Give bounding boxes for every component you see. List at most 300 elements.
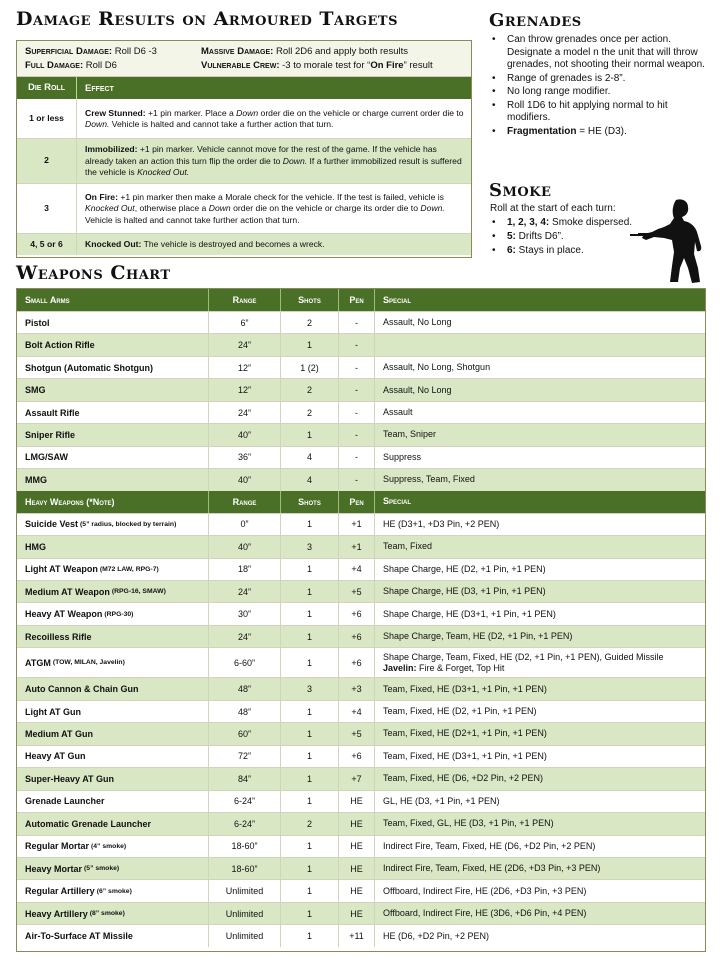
weapon-pen: -	[339, 379, 375, 400]
weapon-special-extra-text: Fire & Forget, Top Hit	[416, 662, 505, 673]
weapon-name: Sniper Rifle	[25, 429, 76, 440]
effect-part: Knocked Out.	[137, 167, 190, 178]
weapon-name: Suicide Vest	[25, 519, 79, 530]
weapon-row	[17, 879, 705, 901]
weapon-shots: 1	[281, 746, 339, 767]
weapon-name-cell	[17, 858, 209, 879]
effect-part: +1 pin marker. Vehicle cannot move for the rest of the game. If the vehicle has already taken an action this turn flip the order die to	[85, 144, 437, 166]
weapon-shots: 1	[281, 603, 339, 624]
weapon-name: LMG/SAW	[25, 452, 68, 463]
smoke-result: Smoke dispersed.	[549, 217, 633, 228]
weapon-name: Light AT Gun	[25, 706, 81, 717]
weapon-row	[17, 446, 705, 468]
weapon-name: HMG	[25, 541, 46, 552]
weapon-special-wrap	[383, 818, 554, 829]
weapon-special: HE (D6, +D2 Pin, +2 PEN)	[383, 930, 490, 941]
weapon-name: Heavy Artillery	[25, 908, 88, 919]
weapon-note: (6” smoke)	[96, 887, 132, 895]
weapon-row	[17, 902, 705, 924]
weapon-pen: -	[339, 424, 375, 445]
weapon-special: Shape Charge, HE (D2, +1 Pin, +1 PEN)	[383, 563, 546, 574]
weapon-pen: -	[339, 357, 375, 378]
effect-text	[85, 192, 465, 227]
weapon-name: ATGM	[25, 657, 51, 668]
effect-part: The vehicle is destroyed and becomes a wreck.	[141, 239, 325, 250]
weapon-special: Suppress, Team, Fixed	[383, 474, 475, 485]
weapon-name-cell	[17, 424, 209, 445]
grenade-rule-text: = HE (D3).	[576, 125, 627, 137]
heavy-weapons-name-header: Heavy Weapons (*Note)	[17, 491, 209, 513]
weapon-range: Unlimited	[209, 880, 281, 901]
vulnerable-crew: Vulnerable Crew: -3 to morale test for “On Fire” result	[201, 60, 433, 71]
weapon-name-cell	[17, 723, 209, 744]
weapon-row	[17, 835, 705, 857]
shots-header: Shots	[281, 491, 339, 513]
grenade-rule-text: Range of grenades is 2-8”.	[507, 72, 626, 84]
grenade-rule	[490, 100, 712, 125]
weapon-special-cell	[375, 581, 705, 602]
massive-damage: Massive Damage: Roll 2D6 and apply both results	[201, 46, 408, 57]
die-roll-cell: 1 or less	[17, 99, 77, 138]
weapon-row	[17, 790, 705, 812]
weapon-name-cell	[17, 880, 209, 901]
damage-row	[17, 99, 471, 139]
grenade-rule	[490, 34, 712, 72]
weapon-name-cell	[17, 379, 209, 400]
die-roll-cell: 3	[17, 184, 77, 233]
weapon-name: SMG	[25, 385, 46, 396]
effect-text	[85, 144, 465, 179]
grenade-rule	[490, 86, 712, 99]
weapon-note: (RPG-16, SMAW)	[111, 588, 166, 596]
smoke-roll: 5:	[507, 231, 516, 242]
weapon-pen: -	[339, 447, 375, 468]
weapon-name: Assault Rifle	[25, 407, 80, 418]
weapon-pen: HE	[339, 813, 375, 834]
weapon-special-cell	[375, 925, 705, 946]
smoke-result: Drifts D6”.	[515, 231, 564, 242]
weapon-special-wrap	[383, 841, 595, 852]
weapon-range: 40”	[209, 536, 281, 557]
weapon-name: Recoilless Rifle	[25, 631, 92, 642]
weapon-special-cell	[375, 880, 705, 901]
weapon-row	[17, 602, 705, 624]
weapon-special: Shape Charge, HE (D3, +1 Pin, +1 PEN)	[383, 586, 546, 597]
weapon-pen: -	[339, 334, 375, 355]
weapon-pen: +4	[339, 701, 375, 722]
effect-cell	[77, 139, 471, 183]
range-header: Range	[209, 289, 281, 311]
weapon-range: 30”	[209, 603, 281, 624]
weapon-shots: 1	[281, 334, 339, 355]
weapon-special: Assault	[383, 407, 413, 418]
effect-part: order die on the vehicle or charge its order die to	[230, 203, 421, 214]
weapon-special: Suppress	[383, 451, 422, 462]
weapon-row	[17, 558, 705, 580]
effect-part: Immobilized:	[85, 144, 138, 155]
weapon-row	[17, 677, 705, 699]
smoke-roll: 6:	[507, 245, 516, 256]
weapon-name-cell	[17, 768, 209, 789]
grenade-rule-text: Roll 1D6 to hit applying normal to hit modifiers.	[507, 99, 668, 123]
weapon-pen: HE	[339, 880, 375, 901]
smoke-result: Stays in place.	[515, 245, 584, 256]
weapon-range: 6”	[209, 312, 281, 333]
weapon-range: 12”	[209, 357, 281, 378]
weapon-row	[17, 700, 705, 722]
weapon-name-cell	[17, 312, 209, 333]
weapon-pen: HE	[339, 791, 375, 812]
weapon-pen: +6	[339, 648, 375, 677]
weapon-shots: 1	[281, 581, 339, 602]
weapon-special-wrap	[383, 385, 452, 396]
weapon-range: Unlimited	[209, 903, 281, 924]
range-header: Range	[209, 491, 281, 513]
full-damage: Full Damage: Roll D6	[25, 60, 117, 71]
effect-part: Down.	[420, 203, 445, 214]
small-arms-header	[17, 289, 705, 311]
weapon-pen: +4	[339, 559, 375, 580]
effect-part: If a further immobilized result is suffered the vehicle is	[85, 155, 462, 178]
effect-text	[85, 108, 465, 131]
weapon-name: Light AT Weapon	[25, 564, 98, 575]
weapon-name-cell	[17, 648, 209, 677]
weapon-note: (5” radius, blocked by terrain)	[80, 520, 177, 528]
weapon-special-cell	[375, 379, 705, 400]
weapon-shots: 1	[281, 648, 339, 677]
weapon-special: Team, Fixed, HE (D3+1, +1 Pin, +1 PEN)	[383, 683, 547, 694]
grenades-rules-list	[490, 34, 712, 139]
weapon-pen: HE	[339, 858, 375, 879]
weapon-special-wrap	[383, 317, 452, 328]
weapon-name-cell	[17, 701, 209, 722]
weapon-special-cell	[375, 559, 705, 580]
weapon-name: Grenade Launcher	[25, 796, 105, 807]
weapon-range: 40”	[209, 469, 281, 490]
weapon-special-cell	[375, 514, 705, 535]
weapon-row	[17, 647, 705, 677]
small-arms-name-header: Small Arms	[17, 289, 209, 311]
weapon-pen: -	[339, 312, 375, 333]
weapon-note: (TOW, MILAN, Javelin)	[52, 659, 125, 667]
weapon-name: Heavy AT Gun	[25, 751, 86, 762]
weapon-shots: 1	[281, 880, 339, 901]
weapon-note: (M72 LAW, RPG-7)	[99, 565, 159, 573]
grenade-rule	[490, 73, 712, 86]
weapon-pen: +6	[339, 746, 375, 767]
weapon-name: Medium AT Weapon	[25, 586, 110, 597]
weapon-name: Air-To-Surface AT Missile	[25, 931, 133, 942]
effect-part: Down	[208, 203, 231, 214]
weapon-pen: HE	[339, 836, 375, 857]
weapon-special: GL, HE (D3, +1 Pin, +1 PEN)	[383, 795, 500, 806]
weapon-row	[17, 745, 705, 767]
weapon-special-wrap	[383, 886, 586, 897]
weapon-special-wrap	[383, 796, 500, 807]
weapon-range: 18”	[209, 559, 281, 580]
weapon-note: (RPG-30)	[104, 610, 134, 618]
weapon-special-wrap	[383, 908, 586, 919]
weapon-special-wrap	[383, 407, 413, 418]
weapon-name: Automatic Grenade Launcher	[25, 818, 152, 829]
weapon-special-extra	[383, 663, 663, 674]
effect-part: Down	[236, 107, 259, 118]
weapon-special-wrap	[383, 931, 489, 942]
weapon-special-cell	[375, 648, 705, 677]
weapon-shots: 2	[281, 379, 339, 400]
weapon-shots: 1	[281, 791, 339, 812]
weapon-name-cell	[17, 813, 209, 834]
special-header: Special	[383, 294, 412, 305]
weapon-special: Shape Charge, Team, HE (D2, +1 Pin, +1 PEN)	[383, 631, 573, 642]
weapon-shots: 2	[281, 402, 339, 423]
weapon-pen: +5	[339, 723, 375, 744]
weapon-special: Shape Charge, HE (D3+1, +1 Pin, +1 PEN)	[383, 608, 556, 619]
weapon-name: Bolt Action Rifle	[25, 340, 95, 351]
weapon-range: 6-24”	[209, 813, 281, 834]
weapon-shots: 1	[281, 925, 339, 946]
weapon-range: 72”	[209, 746, 281, 767]
effect-part: Knocked Out:	[85, 239, 142, 250]
heavy-weapons-header	[17, 491, 705, 513]
weapon-name-cell	[17, 559, 209, 580]
weapon-range: 48”	[209, 701, 281, 722]
weapon-name-cell	[17, 402, 209, 423]
weapon-name-cell	[17, 581, 209, 602]
weapon-special: Team, Sniper	[383, 429, 437, 440]
weapon-shots: 1	[281, 858, 339, 879]
weapon-range: 40”	[209, 424, 281, 445]
weapon-row	[17, 423, 705, 445]
damage-row	[17, 184, 471, 234]
weapon-range: 24”	[209, 581, 281, 602]
weapon-pen: +5	[339, 581, 375, 602]
weapon-range: 24”	[209, 402, 281, 423]
weapon-special-cell	[375, 402, 705, 423]
effect-part: Down.	[85, 119, 110, 129]
weapon-shots: 1	[281, 903, 339, 924]
weapon-special: Assault, No Long	[383, 384, 452, 395]
weapon-name-cell	[17, 469, 209, 490]
weapon-special: Team, Fixed, HE (D3+1, +1 Pin, +1 PEN)	[383, 750, 547, 761]
die-roll-cell: 4, 5 or 6	[17, 234, 77, 255]
grenade-rule-text: No long range modifier.	[507, 86, 611, 97]
weapon-special-wrap	[383, 474, 475, 485]
weapon-shots: 4	[281, 469, 339, 490]
weapon-special: Assault, No Long, Shotgun	[383, 362, 491, 373]
weapon-range: 18-60”	[209, 858, 281, 879]
effect-cell	[77, 234, 471, 255]
weapon-special-wrap	[383, 609, 556, 620]
weapon-name: Regular Mortar	[25, 841, 90, 852]
weapon-name: Heavy Mortar	[25, 863, 83, 874]
weapon-range: Unlimited	[209, 925, 281, 946]
weapon-name: Heavy AT Weapon	[25, 609, 103, 620]
weapon-special: Assault, No Long	[383, 317, 452, 328]
weapon-pen: +1	[339, 514, 375, 535]
weapon-range: 48”	[209, 678, 281, 699]
weapon-name-cell	[17, 514, 209, 535]
weapon-shots: 1 (2)	[281, 357, 339, 378]
weapon-special-cell	[375, 836, 705, 857]
weapon-special-cell	[375, 469, 705, 490]
heavy-weapons-rows	[17, 513, 705, 947]
weapon-special-cell	[375, 813, 705, 834]
weapon-pen: +1	[339, 536, 375, 557]
weapon-special: Offboard, Indirect Fire, HE (2D6, +D3 Pin, +3 PEN)	[383, 885, 587, 896]
weapon-name-cell	[17, 334, 209, 355]
weapon-shots: 1	[281, 514, 339, 535]
weapon-range: 24”	[209, 626, 281, 647]
weapon-row	[17, 580, 705, 602]
weapon-special-extra-label: Javelin:	[383, 662, 417, 673]
effect-part: order die on the vehicle or charge current order die to	[258, 107, 464, 118]
weapon-pen: HE	[339, 903, 375, 924]
weapon-special: Offboard, Indirect Fire, HE (3D6, +D6 Pin, +4 PEN)	[383, 908, 587, 919]
weapon-special: Team, Fixed, HE (D2+1, +1 Pin, +1 PEN)	[383, 728, 547, 739]
die-roll-cell: 2	[17, 139, 77, 183]
weapon-note: (4” smoke)	[91, 842, 127, 850]
weapon-row	[17, 401, 705, 423]
weapon-row	[17, 333, 705, 355]
weapon-row	[17, 513, 705, 535]
weapon-note: (8” smoke)	[89, 910, 125, 918]
weapon-special-wrap	[383, 541, 432, 552]
weapon-special-wrap	[383, 706, 537, 717]
effect-part: On Fire:	[85, 191, 118, 202]
weapon-shots: 1	[281, 768, 339, 789]
smoke-roll: 1, 2, 3, 4:	[507, 217, 550, 228]
weapon-special-cell	[375, 424, 705, 445]
damage-table-header	[17, 77, 471, 99]
weapon-shots: 2	[281, 312, 339, 333]
weapon-range: 6-60”	[209, 648, 281, 677]
weapon-name-cell	[17, 678, 209, 699]
weapon-special-cell	[375, 791, 705, 812]
weapon-pen: +11	[339, 925, 375, 946]
weapon-name-cell	[17, 626, 209, 647]
smoke-intro: Roll at the start of each turn:	[490, 203, 616, 214]
weapon-special-wrap	[383, 684, 547, 695]
weapon-row	[17, 468, 705, 490]
weapon-shots: 1	[281, 626, 339, 647]
damage-row	[17, 139, 471, 184]
weapon-name-cell	[17, 791, 209, 812]
effect-part: Vehicle is halted and cannot take further action that turn.	[85, 214, 300, 225]
weapon-row	[17, 625, 705, 647]
die-roll-header: Die Roll	[17, 77, 77, 99]
weapon-range: 6-24”	[209, 791, 281, 812]
weapon-special-cell	[375, 678, 705, 699]
weapon-pen: +7	[339, 768, 375, 789]
weapon-row	[17, 924, 705, 946]
weapon-shots: 3	[281, 678, 339, 699]
effect-part: Vehicle is halted and cannot take a further action that turn.	[109, 119, 334, 129]
damage-rows	[17, 99, 471, 255]
weapon-pen: +3	[339, 678, 375, 699]
weapon-name: Pistol	[25, 317, 50, 328]
weapon-special: Indirect Fire, Team, Fixed, HE (2D6, +D3 Pin, +3 PEN)	[383, 863, 601, 874]
weapon-pen: +6	[339, 603, 375, 624]
weapon-special-cell	[375, 536, 705, 557]
weapon-shots: 1	[281, 424, 339, 445]
smoke-title: Smoke	[489, 180, 552, 201]
weapon-name: Regular Artillery	[25, 886, 95, 897]
weapon-special: Team, Fixed, HE (D2, +1 Pin, +1 PEN)	[383, 706, 537, 717]
weapon-special-cell	[375, 334, 705, 355]
weapon-shots: 2	[281, 813, 339, 834]
weapon-shots: 1	[281, 723, 339, 744]
weapon-name: MMG	[25, 474, 47, 485]
weapon-special-cell	[375, 447, 705, 468]
damage-row	[17, 234, 471, 255]
weapon-special-wrap	[383, 362, 490, 373]
weapon-name-cell	[17, 357, 209, 378]
grenade-rule-label: Fragmentation	[507, 125, 577, 137]
weapon-shots: 3	[281, 536, 339, 557]
weapon-range: 36”	[209, 447, 281, 468]
weapon-special: Indirect Fire, Team, Fixed, HE (D6, +D2 Pin, +2 PEN)	[383, 840, 596, 851]
effect-header: Effect	[85, 82, 114, 94]
weapon-special-cell	[375, 746, 705, 767]
weapon-row	[17, 311, 705, 333]
weapon-row	[17, 356, 705, 378]
weapon-special-wrap	[383, 652, 663, 674]
weapon-row	[17, 857, 705, 879]
weapon-row	[17, 722, 705, 744]
effect-cell	[77, 99, 471, 138]
weapon-range: 24”	[209, 334, 281, 355]
weapon-special-wrap	[383, 429, 436, 440]
weapon-special-cell	[375, 768, 705, 789]
weapon-name: Super-Heavy AT Gun	[25, 773, 115, 784]
weapon-special-wrap	[383, 863, 600, 874]
weapon-name: Medium AT Gun	[25, 728, 93, 739]
weapon-name-cell	[17, 447, 209, 468]
weapon-name-cell	[17, 836, 209, 857]
effect-part: Crew Stunned:	[85, 107, 146, 118]
weapon-special-wrap	[383, 564, 546, 575]
weapon-pen: -	[339, 469, 375, 490]
shots-header: Shots	[281, 289, 339, 311]
damage-title: Damage Results on Armoured Targets	[16, 8, 398, 30]
pen-header: Pen	[339, 289, 375, 311]
weapon-name-cell	[17, 603, 209, 624]
weapon-shots: 1	[281, 836, 339, 857]
weapon-special-wrap	[383, 519, 499, 530]
weapon-special-wrap	[383, 773, 543, 784]
weapon-note: (5” smoke)	[84, 865, 120, 873]
weapon-special: Team, Fixed, GL, HE (D3, +1 Pin, +1 PEN)	[383, 818, 554, 829]
weapon-special-wrap	[383, 751, 547, 762]
weapon-special-cell	[375, 903, 705, 924]
weapon-row	[17, 378, 705, 400]
weapon-shots: 4	[281, 447, 339, 468]
weapon-row	[17, 812, 705, 834]
weapon-pen: -	[339, 402, 375, 423]
effect-part: +1 pin marker then make a Morale check for the vehicle. If the test is failed, vehicle is	[117, 191, 444, 202]
weapon-range: 84”	[209, 768, 281, 789]
effect-part: Down.	[282, 155, 308, 166]
effect-part: , otherwise place a	[134, 203, 209, 214]
grenade-rule	[490, 126, 712, 139]
weapon-name-cell	[17, 746, 209, 767]
special-header: Special	[383, 496, 412, 507]
weapon-name-cell	[17, 536, 209, 557]
weapon-row	[17, 767, 705, 789]
weapon-special: Team, Fixed, HE (D6, +D2 Pin, +2 PEN)	[383, 773, 544, 784]
weapon-special-cell	[375, 723, 705, 744]
